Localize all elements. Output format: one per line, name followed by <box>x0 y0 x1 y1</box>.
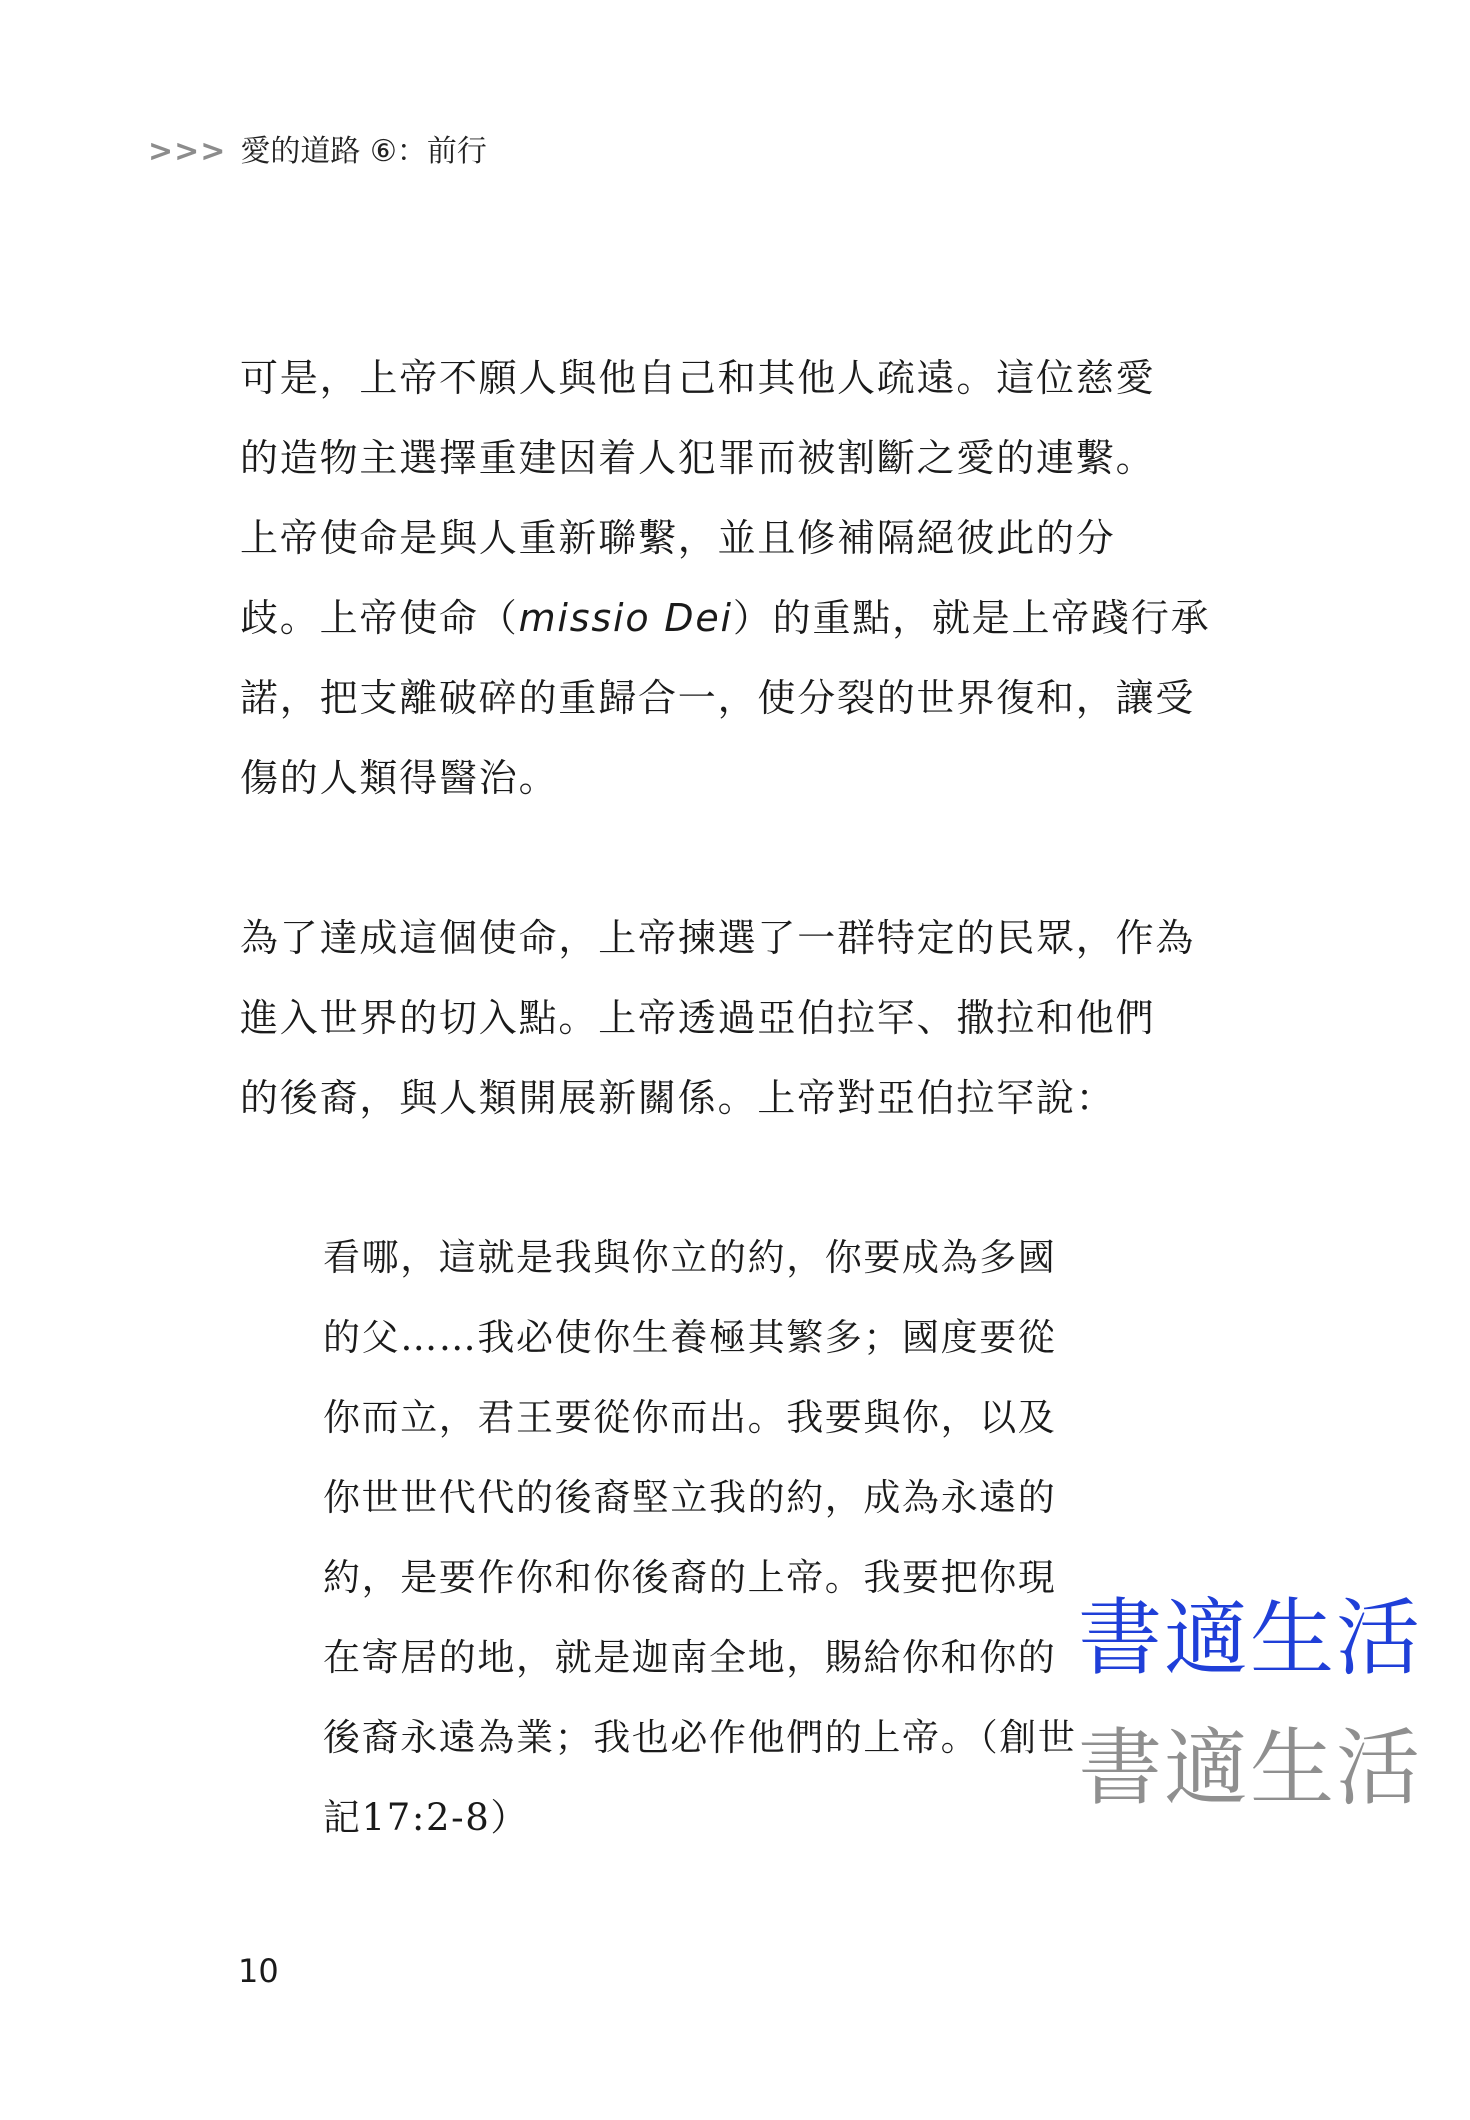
paragraph-line: 為了達成這個使命，上帝揀選了一群特定的民眾，作為 <box>240 916 1196 960</box>
quote-line: 約，是要作你和你後裔的上帝。我要把你現 <box>323 1556 1057 1599</box>
paragraph-line <box>240 578 1240 658</box>
paragraph-line: 進入世界的切入點。上帝透過亞伯拉罕、撒拉和他們 <box>240 996 1156 1040</box>
paragraph-line: 傷的人類得醫治。 <box>240 756 559 800</box>
paragraph-line: 諾，把支離破碎的重歸合一，使分裂的世界復和，讓受 <box>240 676 1196 720</box>
paragraph-line: 上帝使命是與人重新聯繫，並且修補隔絕彼此的分 <box>240 516 1116 560</box>
page-number: 10 <box>238 1952 279 1990</box>
header-arrows: >>> <box>148 134 227 169</box>
latin-term: missio Dei <box>518 596 733 640</box>
quote-line: 你世世代代的後裔堅立我的約，成為永遠的 <box>323 1476 1057 1519</box>
paragraph-text: ）的重點，就是上帝踐行承 <box>732 596 1211 640</box>
body-paragraph-2 <box>240 898 1240 1138</box>
quote-line: 在寄居的地，就是迦南全地，賜給你和你的 <box>323 1636 1057 1679</box>
quote-line: 你而立，君王要從你而出。我要與你，以及 <box>323 1396 1057 1439</box>
watermark-blue: 書適生活 <box>1078 1589 1423 1687</box>
quote-line: 的父……我必使你生養極其繁多；國度要從 <box>323 1316 1057 1359</box>
watermark-gray: 書適生活 <box>1078 1719 1423 1817</box>
body-paragraph-1 <box>240 338 1240 818</box>
running-header <box>148 132 487 172</box>
paragraph-line: 的後裔，與人類開展新關係。上帝對亞伯拉罕說： <box>240 1076 1116 1120</box>
quote-line: 記17:2-8） <box>323 1796 529 1839</box>
header-title: 愛的道路 ⑥：前行 <box>240 134 487 169</box>
quote-line: 看哪，這就是我與你立的約，你要成為多國 <box>323 1236 1057 1279</box>
quote-line: 後裔永遠為業；我也必作他們的上帝。（創世 <box>323 1716 1077 1759</box>
paragraph-line: 的造物主選擇重建因着人犯罪而被割斷之愛的連繫。 <box>240 436 1156 480</box>
paragraph-line: 可是，上帝不願人與他自己和其他人疏遠。這位慈愛 <box>240 356 1156 400</box>
paragraph-text: 歧。上帝使命（ <box>240 596 519 640</box>
